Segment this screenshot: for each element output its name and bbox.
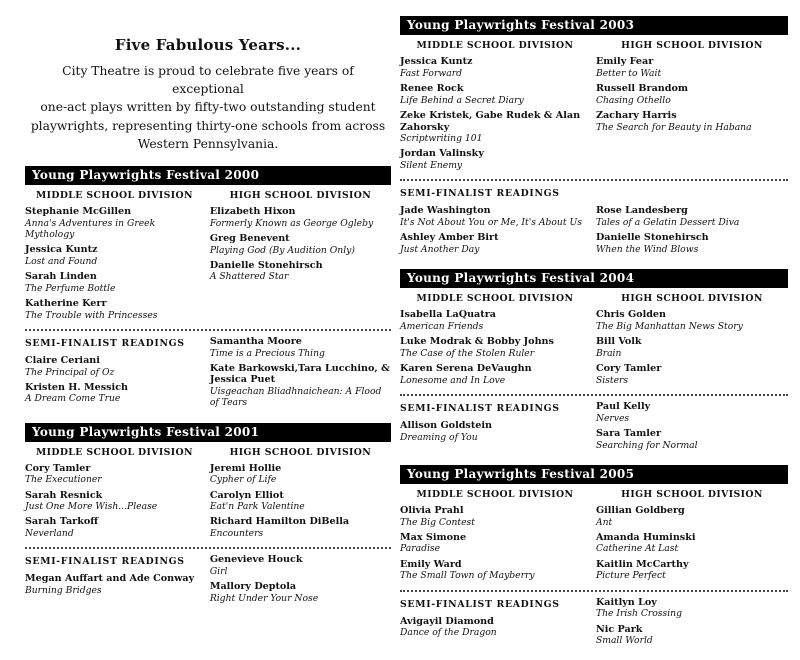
play-title: Small World (595, 635, 653, 647)
play-title: It's Not About You or Me, It's About Us (400, 217, 582, 229)
playwright-entry (400, 205, 590, 228)
playwright-name: Jordan Valinsky (400, 148, 484, 160)
playwright-entry (596, 428, 788, 451)
playwright-entry (210, 581, 391, 604)
play-title: American Friends (400, 320, 484, 332)
play-title: Uisgeachan Bliadhnaichean: A Flood of Tears (209, 386, 382, 409)
semi-finalist-row (400, 401, 788, 455)
semi-right-column (596, 401, 788, 455)
playwright-entry (596, 56, 788, 79)
play-title: Just One More Wish...Please (25, 501, 158, 513)
high-division-label: HIGH SCHOOL DIVISION (621, 293, 763, 305)
play-title: Time is a Precious Thing (209, 347, 325, 359)
playwright-entry (596, 624, 788, 647)
playwright-name: Olivia Prahl (400, 504, 464, 516)
middle-school-column (400, 486, 596, 586)
play-title: Burning Bridges (25, 585, 102, 597)
middle-division-label: MIDDLE SCHOOL DIVISION (416, 40, 574, 51)
high-school-column (596, 37, 788, 175)
playwright-name: Sarah Linden (25, 271, 97, 282)
playwright-entry (596, 110, 788, 133)
playwright-entry (596, 597, 788, 620)
play-title: The Case of the Stolen Ruler (400, 347, 535, 359)
playwright-entry (400, 232, 590, 255)
semi-left-column (400, 401, 596, 455)
playwright-entry (400, 559, 590, 582)
page-right (400, 16, 788, 660)
play-title: Life Behind a Secret Diary (400, 94, 524, 106)
semi-finalist-row (25, 336, 391, 413)
festival-section-2003 (400, 16, 788, 259)
page-title: Five Fabulous Years... (114, 36, 302, 54)
semi-right-column (210, 554, 391, 608)
playwright-entry (400, 83, 590, 106)
playwright-entry (596, 559, 788, 582)
playwright-entry (210, 336, 391, 359)
playwright-entry (210, 206, 391, 229)
playwright-entry (25, 244, 204, 267)
play-title: Picture Perfect (595, 570, 666, 582)
play-title: Nerves (595, 412, 630, 424)
play-title: Girl (209, 566, 228, 578)
high-division-label: HIGH SCHOOL DIVISION (621, 488, 763, 500)
semi-right-column (210, 336, 391, 413)
playwright-entry (596, 532, 788, 555)
playwright-entry (400, 56, 590, 79)
middle-division-label: MIDDLE SCHOOL DIVISION (416, 488, 574, 500)
semi-finalist-row (400, 186, 788, 259)
play-title: Scriptwriting 101 (400, 133, 483, 145)
middle-school-column (25, 187, 210, 325)
play-title: Dreaming of You (400, 431, 478, 443)
playwright-entry (25, 382, 204, 405)
play-title: A Dream Come True (25, 393, 121, 405)
play-title: Chasing Othello (595, 94, 671, 106)
playwright-entry (596, 205, 788, 228)
high-school-column (596, 290, 788, 390)
playwright-entry (596, 505, 788, 528)
division-columns (400, 486, 788, 586)
festival-section-2004 (400, 269, 788, 455)
middle-division-label: MIDDLE SCHOOL DIVISION (35, 446, 193, 458)
play-title: Brain (595, 347, 622, 359)
festival-section-2000 (25, 166, 391, 413)
playwright-entry (25, 490, 204, 513)
playwright-entry (400, 505, 590, 528)
play-title: Silent Enemy (400, 160, 463, 172)
dotted-divider (25, 547, 391, 549)
playwright-name: Kaitlyn Loy (595, 596, 657, 608)
play-title: The Small Town of Mayberry (400, 570, 535, 582)
playwright-name: Mallory Deptola (209, 581, 297, 593)
playwright-name: Bill Volk (595, 336, 642, 348)
festival-section-2001 (25, 423, 391, 609)
playwright-entry (400, 336, 590, 359)
play-title: Fast Forward (400, 67, 462, 79)
playwright-name: Elizabeth Hixon (209, 205, 296, 217)
playwright-entry (400, 616, 590, 639)
playwright-entry (400, 420, 590, 443)
playwright-entry (25, 355, 204, 378)
dotted-divider (400, 394, 788, 396)
playwright-name: Katherine Kerr (25, 297, 107, 309)
semi-left-column (25, 554, 210, 608)
play-title: Lonesome and In Love (400, 374, 506, 386)
play-title: Cypher of Life (209, 474, 277, 486)
division-columns (400, 37, 788, 175)
middle-school-column (400, 290, 596, 390)
semi-finalist-label: SEMI-FINALIST READINGS (400, 188, 560, 200)
playwright-name: Russell Brandom (595, 82, 689, 94)
high-school-column (210, 444, 391, 544)
playwright-entry (596, 401, 788, 424)
play-title: Encounters (209, 528, 264, 540)
playwright-entry (400, 532, 590, 555)
playwright-entry (400, 363, 590, 386)
playwright-name: Emily Ward (400, 558, 462, 570)
playwright-entry (596, 309, 788, 332)
playwright-entry (596, 83, 788, 106)
semi-right-column (596, 597, 788, 651)
playwright-name: Chris Golden (595, 309, 667, 321)
playwright-name: Rose Landesberg (595, 205, 688, 217)
playwright-name: Zachary Harris (595, 109, 677, 121)
play-title: Anna's Adventures in Greek Mythology (25, 217, 156, 240)
playwright-name: Gillian Goldberg (595, 504, 685, 516)
playwright-name: Jessica Kuntz (400, 56, 473, 67)
play-title: Right Under Your Nose (209, 593, 319, 604)
play-title: Lost and Found (25, 255, 98, 267)
semi-left-column (400, 186, 596, 259)
middle-division-label: MIDDLE SCHOOL DIVISION (416, 293, 574, 305)
playwright-name: Nic Park (595, 623, 643, 635)
playwright-entry (210, 463, 391, 486)
playwright-name: Emily Fear (595, 56, 654, 67)
play-title: Just Another Day (400, 244, 480, 256)
dotted-divider (400, 179, 788, 181)
play-title: Formerly Known as George Ogleby (209, 217, 374, 229)
play-title: The Perfume Bottle (25, 282, 116, 294)
play-title: When the Wind Blows (595, 244, 699, 256)
play-title: Sisters (595, 374, 629, 386)
semi-left-column (400, 597, 596, 651)
intro-line: one-act plays written by fifty-two outstanding student (40, 100, 376, 115)
playwright-name: Samantha Moore (209, 335, 302, 347)
playwright-entry (210, 233, 391, 256)
play-title: Dance of the Dragon (400, 627, 497, 639)
playwright-name: Danielle Stonehirsch (595, 232, 709, 244)
playwright-name: Kate Barkowski,Tara Lucchino, & Jessica Puet (209, 362, 390, 386)
semi-finalist-row (25, 554, 391, 608)
playwright-entry (596, 363, 788, 386)
playwright-name: Cory Tamler (595, 363, 662, 375)
playwright-name: Jade Washington (400, 205, 491, 217)
playwright-name: Avigayil Diamond (400, 615, 494, 627)
play-title: Catherine At Last (595, 543, 679, 555)
high-division-label: HIGH SCHOOL DIVISION (621, 40, 763, 51)
playwright-name: Jessica Kuntz (25, 244, 98, 256)
middle-school-column (400, 37, 596, 175)
playwright-entry (596, 336, 788, 359)
play-title: Playing God (By Audition Only) (209, 244, 355, 256)
play-title: The Executioner (25, 474, 102, 486)
playwright-name: Max Simone (400, 531, 467, 543)
play-title: Paradise (400, 543, 441, 555)
playwright-entry (210, 260, 391, 283)
playwright-name: Megan Auffart and Ade Conway (25, 573, 195, 585)
high-school-column (596, 486, 788, 586)
playwright-entry (25, 271, 204, 294)
playwright-entry (400, 148, 590, 171)
semi-left-column (25, 336, 210, 413)
division-columns (25, 187, 391, 325)
playwright-name: Richard Hamilton DiBella (209, 516, 350, 528)
playwright-name: Claire Ceriani (25, 354, 100, 366)
play-title: The Irish Crossing (595, 608, 682, 620)
playwright-entry (596, 232, 788, 255)
festival-section-2005 (400, 465, 788, 651)
playwright-name: Kaitlin McCarthy (595, 558, 689, 570)
play-title: A Shattered Star (209, 271, 289, 283)
division-columns (25, 444, 391, 544)
play-title: Searching for Normal (595, 439, 698, 451)
playwright-name: Renee Rock (400, 82, 464, 94)
playwright-name: Danielle Stonehirsch (209, 259, 323, 271)
playwright-entry (210, 554, 391, 577)
playwright-name: Sarah Tarkoff (25, 516, 99, 528)
play-title: Tales of a Gelatin Dessert Diva (595, 217, 740, 229)
play-title: Neverland (25, 528, 74, 540)
playwright-entry (25, 463, 204, 486)
playwright-name: Stephanie McGillen (25, 205, 132, 217)
playwright-name: Ashley Amber Birt (400, 232, 499, 244)
semi-finalist-label: SEMI-FINALIST READINGS (400, 598, 560, 610)
playwright-entry (400, 110, 590, 145)
playwright-entry (210, 363, 391, 409)
play-title: Ant (595, 516, 613, 528)
semi-finalist-row (400, 597, 788, 651)
semi-finalist-label: SEMI-FINALIST READINGS (25, 337, 185, 349)
right-festival-list (400, 16, 788, 650)
play-title: Better to Wait (595, 67, 662, 79)
high-division-label: HIGH SCHOOL DIVISION (229, 446, 372, 458)
page-left (25, 0, 391, 618)
festival-title-bar: Young Playwrights Festival 2005 (400, 465, 788, 484)
play-title: The Big Manhattan News Story (595, 320, 743, 332)
play-title: The Principal of Oz (25, 366, 115, 378)
play-title: Eat'n Park Valentine (209, 501, 305, 513)
festival-title-bar: Young Playwrights Festival 2004 (400, 269, 788, 288)
left-festival-list (25, 166, 391, 608)
intro-line: Western Pennsylvania. (137, 136, 279, 151)
playwright-name: Karen Serena DeVaughn (400, 363, 532, 375)
playwright-entry (25, 206, 204, 240)
playwright-entry (400, 309, 590, 332)
intro-line: City Theatre is proud to celebrate five years of exceptional (62, 64, 354, 97)
semi-right-column (596, 186, 788, 259)
division-columns (400, 290, 788, 390)
play-title: The Big Contest (400, 516, 475, 528)
intro-block (25, 0, 391, 153)
high-division-label: HIGH SCHOOL DIVISION (229, 189, 372, 201)
playwright-entry (210, 490, 391, 513)
playwright-name: Luke Modrak & Bobby Johns (400, 336, 554, 348)
playwright-name: Sara Tamler (595, 427, 662, 439)
playwright-entry (25, 298, 204, 321)
middle-school-column (25, 444, 210, 544)
playwright-name: Allison Goldstein (400, 420, 492, 431)
playwright-name: Zeke Kristek, Gabe Rudek & Alan Zahorsky (400, 109, 581, 133)
festival-title-bar: Young Playwrights Festival 2000 (25, 166, 391, 185)
middle-division-label: MIDDLE SCHOOL DIVISION (35, 189, 193, 201)
high-school-column (210, 187, 391, 325)
play-title: The Trouble with Princesses (25, 309, 158, 321)
playwright-name: Paul Kelly (595, 401, 651, 412)
playwright-name: Kristen H. Messich (25, 381, 129, 393)
playwright-name: Cory Tamler (25, 462, 91, 474)
semi-finalist-label: SEMI-FINALIST READINGS (400, 403, 560, 414)
festival-title-bar: Young Playwrights Festival 2001 (25, 423, 391, 442)
festival-title-bar: Young Playwrights Festival 2003 (400, 16, 788, 35)
dotted-divider (25, 329, 391, 331)
intro-line: playwrights, representing thirty-one schools from across (30, 118, 386, 133)
playwright-entry (25, 573, 204, 596)
playwright-name: Sarah Resnick (25, 489, 103, 501)
semi-finalist-label: SEMI-FINALIST READINGS (25, 556, 185, 568)
playwright-name: Carolyn Elliot (209, 489, 284, 501)
playwright-entry (210, 516, 391, 539)
playwright-name: Isabella LaQuatra (400, 309, 496, 321)
playwright-name: Amanda Huminski (595, 531, 696, 543)
playwright-name: Greg Benevent (209, 232, 290, 244)
playwright-name: Jeremi Hollie (209, 462, 282, 474)
play-title: The Search for Beauty in Habana (595, 121, 752, 133)
playwright-name: Genevieve Houck (209, 554, 303, 566)
dotted-divider (400, 590, 788, 592)
playwright-entry (25, 516, 204, 539)
